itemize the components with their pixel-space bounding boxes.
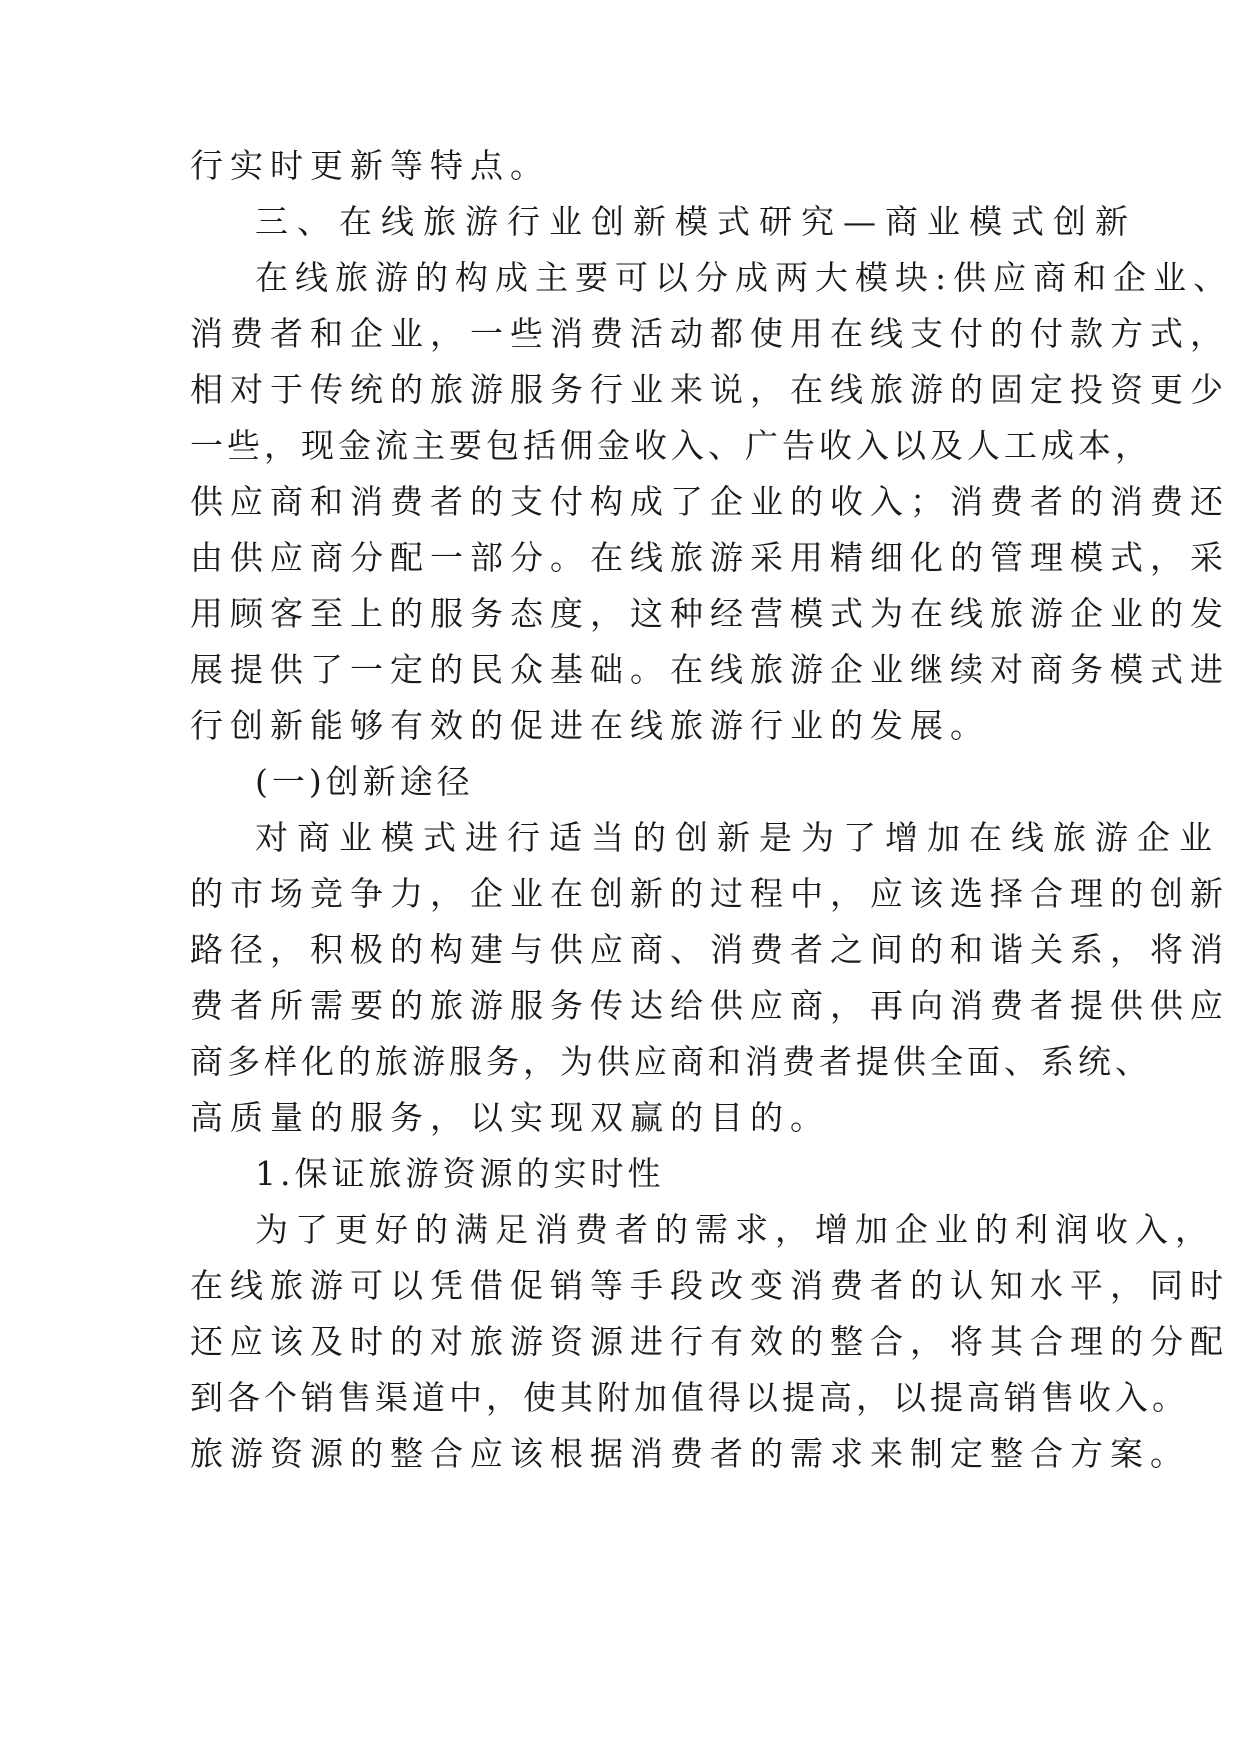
text-line: 行创新能够有效的促进在线旅游行业的发展。 xyxy=(190,706,990,745)
subsection-heading: 1.保证旅游资源的实时性 xyxy=(255,1154,665,1193)
text-line: 的市场竞争力，企业在创新的过程中，应该选择合理的创新 xyxy=(190,874,1230,913)
text-line: 用顾客至上的服务态度，这种经营模式为在线旅游企业的发 xyxy=(190,594,1230,633)
section-heading: 三、在线旅游行业创新模式研究—商业模式创新 xyxy=(255,202,1137,241)
text-line: 相对于传统的旅游服务行业来说，在线旅游的固定投资更少 xyxy=(190,370,1230,409)
text-line: 为了更好的满足消费者的需求，增加企业的利润收入， xyxy=(255,1210,1215,1249)
text-line: 由供应商分配一部分。在线旅游采用精细化的管理模式，采 xyxy=(190,538,1230,577)
text-line: 路径，积极的构建与供应商、消费者之间的和谐关系，将消 xyxy=(190,930,1230,969)
text-line: 还应该及时的对旅游资源进行有效的整合，将其合理的分配 xyxy=(190,1322,1230,1361)
text-line: 供应商和消费者的支付构成了企业的收入；消费者的消费还 xyxy=(190,482,1230,521)
text-line: 商多样化的旅游服务，为供应商和消费者提供全面、系统、 xyxy=(190,1042,1152,1081)
text-line: 展提供了一定的民众基础。在线旅游企业继续对商务模式进 xyxy=(190,650,1230,689)
text-line: 对商业模式进行适当的创新是为了增加在线旅游企业 xyxy=(255,818,1221,857)
text-line: 一些，现金流主要包括佣金收入、广告收入以及人工成本， xyxy=(190,426,1152,465)
text-line: 费者所需要的旅游服务传达给供应商，再向消费者提供供应 xyxy=(190,986,1230,1025)
text-line: 在线旅游可以凭借促销等手段改变消费者的认知水平，同时 xyxy=(190,1266,1230,1305)
text-line: 到各个销售渠道中，使其附加值得以提高，以提高销售收入。 xyxy=(190,1378,1189,1417)
text-line: 高质量的服务，以实现双赢的目的。 xyxy=(190,1098,830,1137)
text-line: 行实时更新等特点。 xyxy=(190,146,550,185)
text-line: 消费者和企业，一些消费活动都使用在线支付的付款方式， xyxy=(190,314,1230,353)
text-line: 在线旅游的构成主要可以分成两大模块:供应商和企业、 xyxy=(255,258,1234,297)
text-line: 旅游资源的整合应该根据消费者的需求来制定整合方案。 xyxy=(190,1434,1190,1473)
subsection-heading: (一)创新途径 xyxy=(255,762,474,801)
